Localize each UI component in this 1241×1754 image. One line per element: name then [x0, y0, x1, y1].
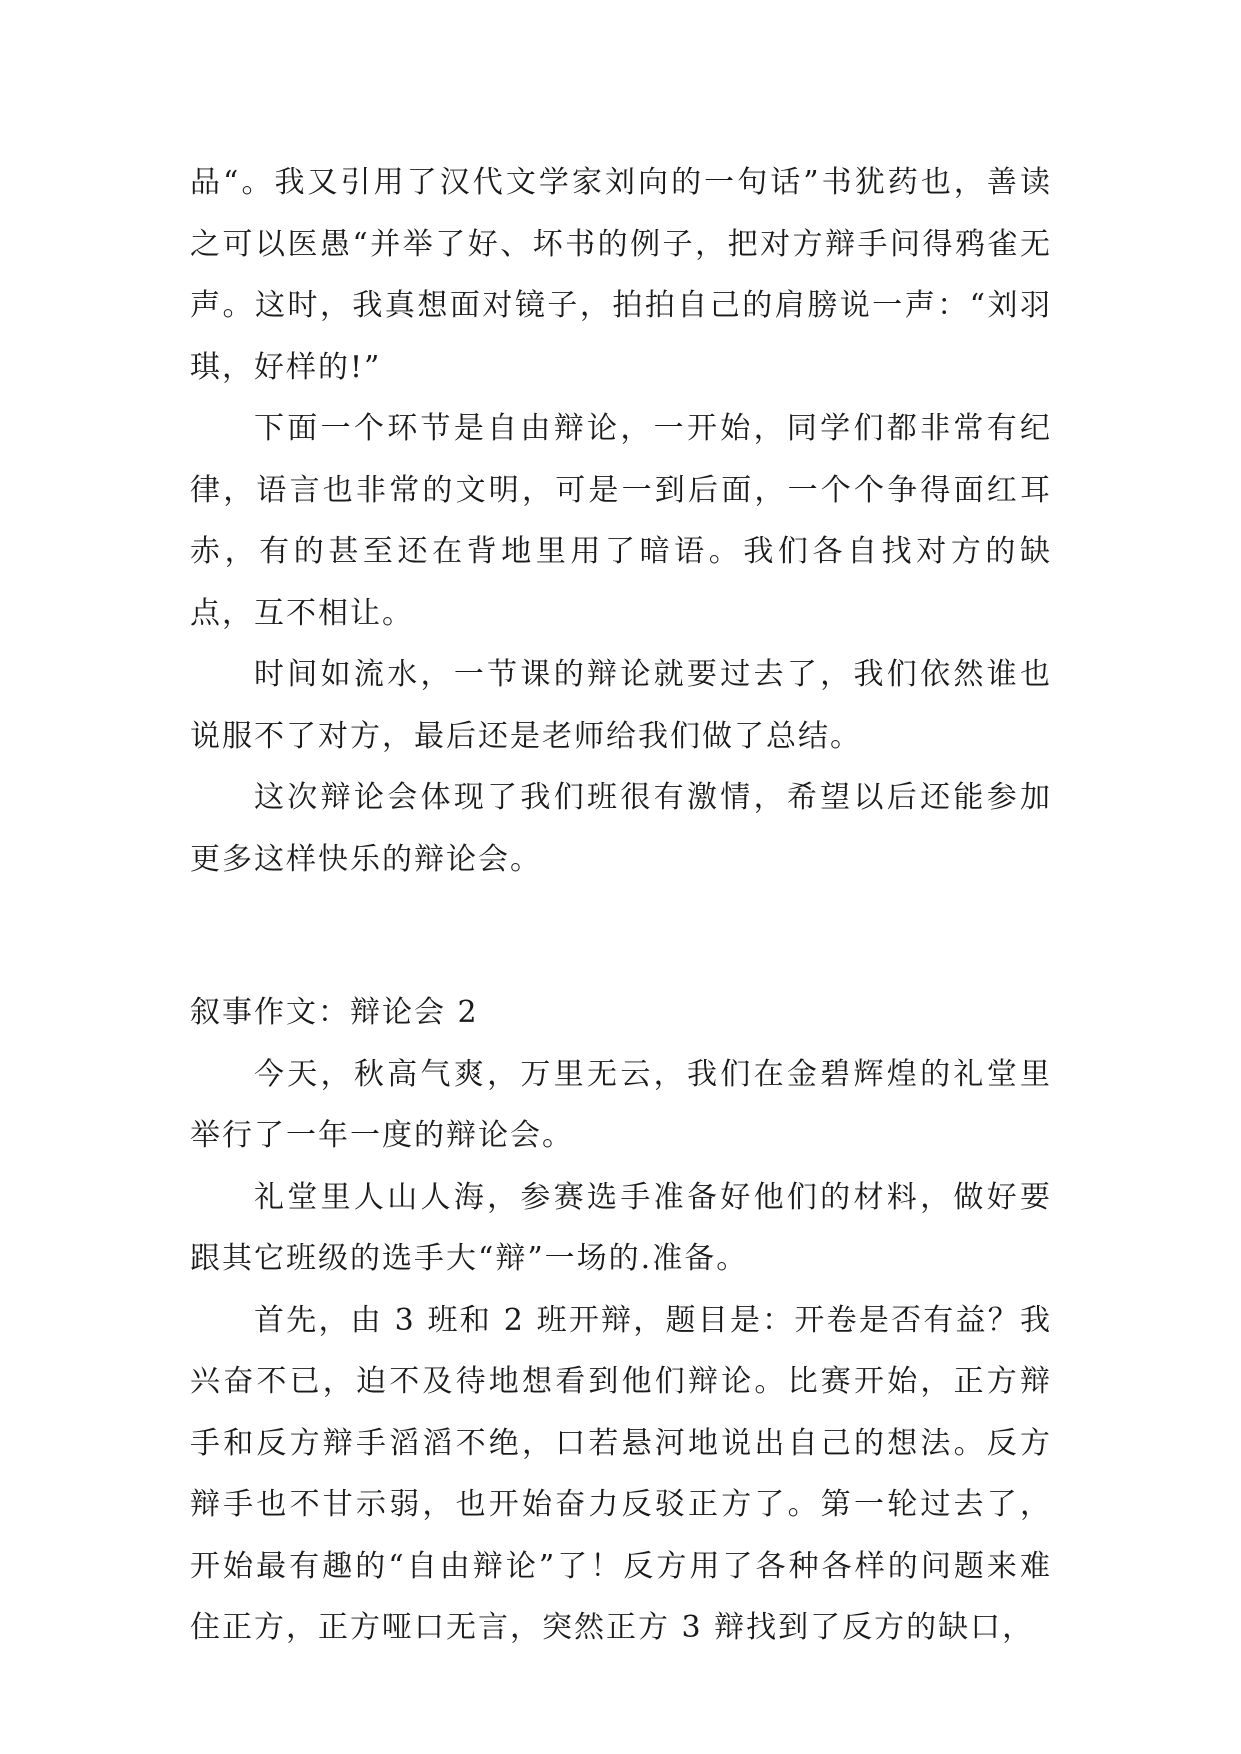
document-page: [190, 152, 1052, 1659]
paragraph-auditorium: 礼堂里人山人海，参赛选手准备好他们的材料，做好要跟其它班级的选手大“辩”一场的.准备。: [190, 1179, 1052, 1276]
paragraph-time-passes: 时间如流水，一节课的辩论就要过去了，我们依然谁也说服不了对方，最后还是老师给我们做了总结。: [190, 657, 1052, 754]
paragraph-free-debate: 下面一个环节是自由辩论，一开始，同学们都非常有纪律，语言也非常的文明，可是一到后面，一个个争得面红耳赤，有的甚至还在背地里用了暗语。我们各自找对方的缺点，互不相让。: [190, 411, 1052, 631]
paragraph-debate-begins: 首先，由 3 班和 2 班开辩，题目是：开卷是否有益？我兴奋不已，迫不及待地想看到他们辩论。比赛开始，正方辩手和反方辩手滔滔不绝，口若悬河地说出自己的想法。反方辩手也不甘示弱，也开始奋力反驳正方了。第一轮过去了，开始最有趣的“自由辩论”了！反方用了各种各样的问题来难住正方，正方哑口无言，突然正方 3 辩找到了反方的缺口，: [190, 1302, 1052, 1645]
paragraph-intro: 今天，秋高气爽，万里无云，我们在金碧辉煌的礼堂里举行了一年一度的辩论会。: [190, 1056, 1052, 1153]
paragraph-continuation: 品“。我又引用了汉代文学家刘向的一句话”书犹药也，善读之可以医愚“并举了好、坏书的例子，把对方辩手问得鸦雀无声。这时，我真想面对镜子，拍拍自己的肩膀说一声：“刘羽琪，好样的!”: [190, 165, 1052, 385]
section-title: 叙事作文：辩论会 2: [190, 995, 479, 1030]
paragraph-conclusion: 这次辩论会体现了我们班很有激情，希望以后还能参加更多这样快乐的辩论会。: [190, 780, 1052, 877]
section-gap: [190, 890, 1052, 982]
